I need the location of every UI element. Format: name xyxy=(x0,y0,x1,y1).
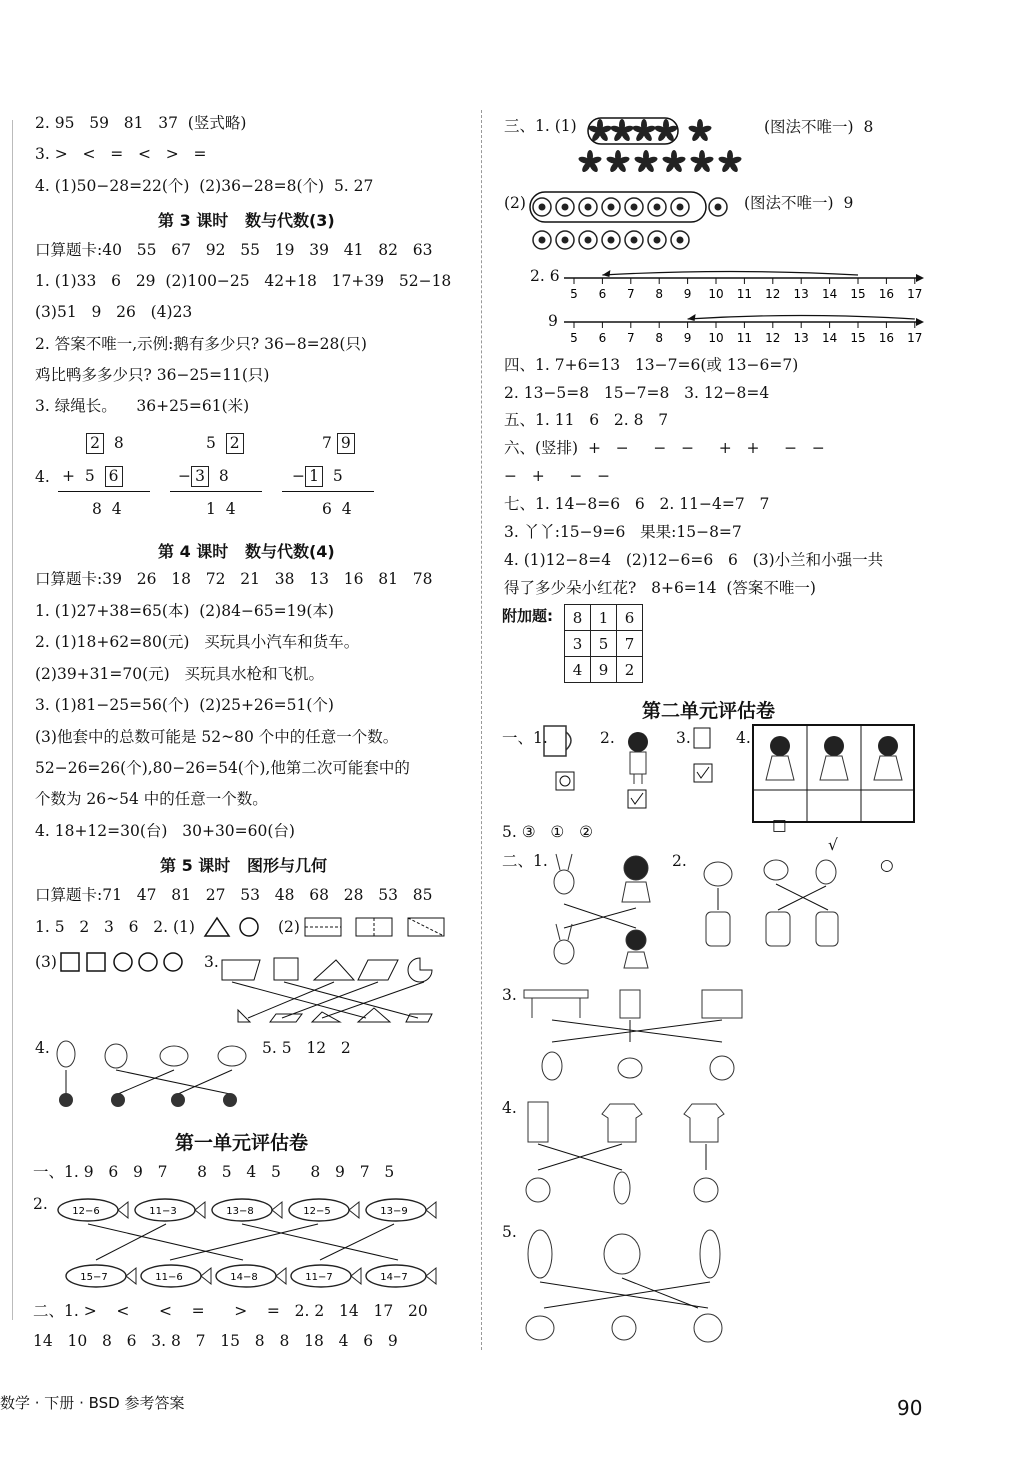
animal-matching xyxy=(520,1224,740,1348)
answer-line: 2. 95 59 81 37 (竖式略) xyxy=(35,114,247,132)
answer-box: 3 xyxy=(191,466,209,487)
answer-line: 口算题卡:39 26 18 72 21 38 13 16 81 78 xyxy=(35,570,433,588)
answer-line: 六、(竖排) + − − − + + − − xyxy=(504,439,825,457)
tick-label: 6 xyxy=(598,331,607,345)
magic-cell: 3 xyxy=(565,631,591,657)
answer-line: 2. 答案不唯一,示例:鹅有多少只? 36−8=28(只) xyxy=(35,335,367,353)
answer-label: (3) xyxy=(35,953,57,971)
tick-label: 11 xyxy=(736,287,753,301)
digit: 5 xyxy=(332,467,343,485)
magic-cell: 9 xyxy=(591,657,617,683)
operator: − xyxy=(292,467,305,485)
answer-line: 口算题卡:71 47 81 27 53 48 68 28 53 85 xyxy=(35,886,433,904)
ball-icon xyxy=(671,198,689,216)
ball-icon xyxy=(602,198,620,216)
ball-icon xyxy=(579,198,597,216)
leaf-icon xyxy=(718,150,743,173)
fish-label: 13−9 xyxy=(380,1206,408,1217)
magic-cell: 7 xyxy=(617,631,643,657)
answer-line: 2. 13−5=8 15−7=8 3. 12−8=4 xyxy=(504,384,770,402)
magic-cell: 5 xyxy=(591,631,617,657)
jump-arrowhead xyxy=(688,314,696,321)
magic-square xyxy=(564,604,643,683)
fish-label: 11−7 xyxy=(305,1272,333,1283)
answer-label: 一、1. xyxy=(502,729,548,747)
digit: 8 xyxy=(113,434,124,452)
fish-label: 14−8 xyxy=(230,1272,258,1283)
answer-label: (2) xyxy=(504,194,526,212)
answer-line: 四、1. 7+6=13 13−7=6(或 13−6=7) xyxy=(504,356,799,374)
margin-rule xyxy=(12,120,13,1320)
tick-label: 5 xyxy=(570,287,578,301)
axis-arrowhead xyxy=(916,274,924,282)
tick-label: 7 xyxy=(626,331,635,345)
tick-label: 16 xyxy=(878,331,895,345)
answer-line: 5. 5 12 2 xyxy=(262,1039,351,1057)
fish-label: 13−8 xyxy=(226,1206,254,1217)
answer-line: 鸡比鸭多多少只? 36−25=11(只) xyxy=(35,366,270,384)
answer-label: 5. xyxy=(502,1223,517,1241)
magic-cell: 6 xyxy=(617,605,643,631)
animal-bag-matching xyxy=(692,848,852,956)
shape-matching xyxy=(218,952,438,1027)
leaf-icon xyxy=(610,119,635,142)
fish-label: 11−6 xyxy=(155,1272,183,1283)
section-heading: 第一单元评估卷 xyxy=(175,1132,309,1154)
digit: 8 xyxy=(218,467,229,485)
mark: √ xyxy=(828,836,838,854)
leaf-icon xyxy=(662,150,687,173)
section-heading: 第二单元评估卷 xyxy=(642,700,776,722)
jump-arrow xyxy=(688,316,915,320)
result: 6 4 xyxy=(322,500,352,518)
tick-label: 14 xyxy=(821,287,838,301)
fish-matching xyxy=(48,1192,468,1292)
leaf-grouping xyxy=(576,112,756,178)
ball-icon xyxy=(648,231,666,249)
ball-icon xyxy=(709,198,727,216)
bonus-label: 附加题: xyxy=(502,607,553,625)
answer-line: − + − − xyxy=(504,467,611,485)
tick-label: 10 xyxy=(708,287,724,301)
mark: ○ xyxy=(880,856,894,874)
operator: + xyxy=(62,467,75,485)
rabbit-girl-matching xyxy=(542,848,662,972)
answer-box: 6 xyxy=(105,466,123,487)
tick-label: 9 xyxy=(683,331,692,345)
tick-label: 15 xyxy=(850,331,866,345)
tick-label: 7 xyxy=(626,287,635,301)
ball-grouping xyxy=(528,190,728,256)
answer-line: 一、1. 9 6 9 7 8 5 4 5 8 9 7 5 xyxy=(33,1163,395,1181)
answer-label: 2. 6 xyxy=(530,267,560,285)
answer-label: 3. xyxy=(502,986,517,1004)
section-heading: 第 5 课时 图形与几何 xyxy=(160,856,327,875)
tick-label: 13 xyxy=(793,331,809,345)
answer-line: 3. > < = < > = xyxy=(35,145,207,163)
answer-label: 4. xyxy=(35,468,50,486)
answer-line: 3. 绿绳长。 36+25=61(米) xyxy=(35,397,250,415)
ball-icon xyxy=(648,198,666,216)
leaf-icon xyxy=(688,119,713,142)
fish-bottom xyxy=(366,1265,436,1287)
answer-line: 个数为 26~54 中的任意一个数。 xyxy=(35,790,268,808)
result: 8 4 xyxy=(92,500,122,518)
answer-label: 2. xyxy=(33,1195,48,1213)
answer-line: (图法不唯一) 8 xyxy=(764,118,874,136)
answer-line: 口算题卡:40 55 67 92 55 19 39 41 82 63 xyxy=(35,241,433,259)
magic-cell: 1 xyxy=(591,605,617,631)
answer-label: 三、1. (1) xyxy=(504,117,577,135)
answer-line: 七、1. 14−8=6 6 2. 11−4=7 7 xyxy=(504,495,770,513)
answer-box: 2 xyxy=(86,433,104,454)
number-line-1 xyxy=(560,266,926,302)
answer-line: 4. (1)50−28=22(个) (2)36−28=8(个) 5. 27 xyxy=(35,177,374,195)
tick-label: 15 xyxy=(850,287,866,301)
answer-line: 五、1. 11 6 2. 8 7 xyxy=(504,411,669,429)
ball-icon xyxy=(671,231,689,249)
answer-line: 二、1. > < < = > = 2. 2 14 17 20 xyxy=(33,1302,428,1320)
answer-line: 1. (1)27+38=65(本) (2)84−65=19(本) xyxy=(35,602,334,620)
tick-label: 14 xyxy=(821,331,838,345)
fish-label: 12−6 xyxy=(72,1206,100,1217)
section-heading: 第 4 课时 数与代数(4) xyxy=(158,542,335,561)
ball-icon xyxy=(556,198,574,216)
fish-bottom xyxy=(141,1265,211,1287)
answer-line: 52−26=26(个),80−26=54(个),他第二次可能套中的 xyxy=(35,759,410,777)
answer-label: 2. xyxy=(600,729,615,747)
tick-label: 13 xyxy=(793,287,809,301)
answer-line: (图法不唯一) 9 xyxy=(744,194,854,212)
ball-icon xyxy=(625,198,643,216)
tick-label: 12 xyxy=(765,287,781,301)
leaf-icon xyxy=(578,150,603,173)
answer-label: 4. xyxy=(502,1099,517,1117)
jump-arrowhead xyxy=(602,270,610,277)
fish-top xyxy=(212,1199,282,1221)
child-answer xyxy=(618,728,664,810)
fish-bottom xyxy=(291,1265,361,1287)
answer-label: (2) xyxy=(278,918,300,936)
digit: 7 xyxy=(322,434,332,452)
magic-cell: 2 xyxy=(617,657,643,683)
tick-label: 8 xyxy=(655,331,664,345)
fish-top xyxy=(135,1199,205,1221)
furniture-matching xyxy=(522,984,752,1088)
digit: 5 xyxy=(84,467,95,485)
leaf-icon xyxy=(632,119,657,142)
column-divider xyxy=(481,110,482,1350)
ball-icon xyxy=(602,231,620,249)
clothing-matching xyxy=(522,1098,742,1210)
section-heading: 第 3 课时 数与代数(3) xyxy=(158,211,335,230)
answer-line: 3. (1)81−25=56(个) (2)25+26=51(个) xyxy=(35,696,334,714)
tick-label: 9 xyxy=(683,287,692,301)
page-number: 90 xyxy=(897,1396,923,1420)
answer-label: 4. xyxy=(35,1039,50,1057)
number-line-2 xyxy=(560,310,926,348)
answer-line: 4. (1)12−8=4 (2)12−6=6 6 (3)小兰和小强一共 xyxy=(504,551,884,569)
answer-line: 2. (1)18+62=80(元) 买玩具小汽车和货车。 xyxy=(35,633,360,651)
fish-label: 11−3 xyxy=(149,1206,177,1217)
tick-label: 6 xyxy=(598,287,607,301)
jump-arrow xyxy=(602,272,858,276)
answer-box: 9 xyxy=(337,433,355,454)
ball-icon xyxy=(625,231,643,249)
answer-label: 二、1. xyxy=(502,852,548,870)
answer-line: (2)39+31=70(元) 买玩具水枪和飞机。 xyxy=(35,665,324,683)
magic-cell: 8 xyxy=(565,605,591,631)
answer-line: (3)他套中的总数可能是 52~80 个中的任意一个数。 xyxy=(35,728,399,746)
shapes-squares-circles xyxy=(60,950,190,974)
ball-icon xyxy=(533,198,551,216)
answer-line: (3)51 9 26 (4)23 xyxy=(35,303,193,321)
leaf-icon xyxy=(634,150,659,173)
answer-line: 得了多少朵小红花? 8+6=14 (答案不唯一) xyxy=(504,579,816,597)
tick-label: 8 xyxy=(655,287,664,301)
cup-answer xyxy=(538,722,584,798)
answer-label: 4. xyxy=(736,729,751,747)
answer-line: 14 10 8 6 3. 8 7 15 8 8 18 4 6 9 xyxy=(33,1332,398,1350)
box-answer xyxy=(690,726,724,786)
answer-label: 9 xyxy=(548,312,558,330)
footer-title: 数学 · 下册 · BSD 参考答案 xyxy=(0,1394,185,1412)
tick-label: 17 xyxy=(907,287,923,301)
answer-line: 3. 丫丫:15−9=6 果果:15−8=7 xyxy=(504,523,742,541)
tick-label: 5 xyxy=(570,331,578,345)
fish-bottom xyxy=(66,1265,136,1287)
ball-icon xyxy=(533,231,551,249)
tick-label: 12 xyxy=(765,331,781,345)
axis-arrowhead xyxy=(916,318,924,326)
answer-line: 1. 5 2 3 6 2. (1) xyxy=(35,918,195,936)
fish-top xyxy=(366,1199,436,1221)
mark: □ xyxy=(772,816,787,834)
fish-label: 15−7 xyxy=(80,1272,108,1283)
answer-line: 4. 18+12=30(台) 30+30=60(台) xyxy=(35,822,295,840)
operator: − xyxy=(178,467,191,485)
ball-icon xyxy=(579,231,597,249)
tick-label: 11 xyxy=(736,331,753,345)
result: 1 4 xyxy=(206,500,236,518)
leaf-icon xyxy=(606,150,631,173)
answer-box: 1 xyxy=(305,466,323,487)
ball-icon xyxy=(556,231,574,249)
answer-line: 1. (1)33 6 29 (2)100−25 42+18 17+39 52−18 xyxy=(35,272,452,290)
answer-box: 2 xyxy=(226,433,244,454)
tick-label: 10 xyxy=(708,331,724,345)
fish-bottom xyxy=(216,1265,286,1287)
answer-label: 3. xyxy=(204,953,219,971)
leaf-icon xyxy=(690,150,715,173)
tick-label: 16 xyxy=(878,287,895,301)
fish-label: 12−5 xyxy=(303,1206,331,1217)
answer-label: 3. xyxy=(676,729,691,747)
tick-label: 17 xyxy=(907,331,923,345)
answer-label: 2. xyxy=(672,852,687,870)
teapot-matching xyxy=(48,1036,258,1112)
magic-cell: 4 xyxy=(565,657,591,683)
digit: 5 xyxy=(206,434,216,452)
shapes-triangle-circle xyxy=(203,914,263,940)
folded-rectangles xyxy=(304,916,454,940)
fish-label: 14−7 xyxy=(380,1272,408,1283)
answer-line: 5. ③ ① ② xyxy=(502,823,593,841)
fish-top xyxy=(58,1199,128,1221)
fish-top xyxy=(289,1199,359,1221)
